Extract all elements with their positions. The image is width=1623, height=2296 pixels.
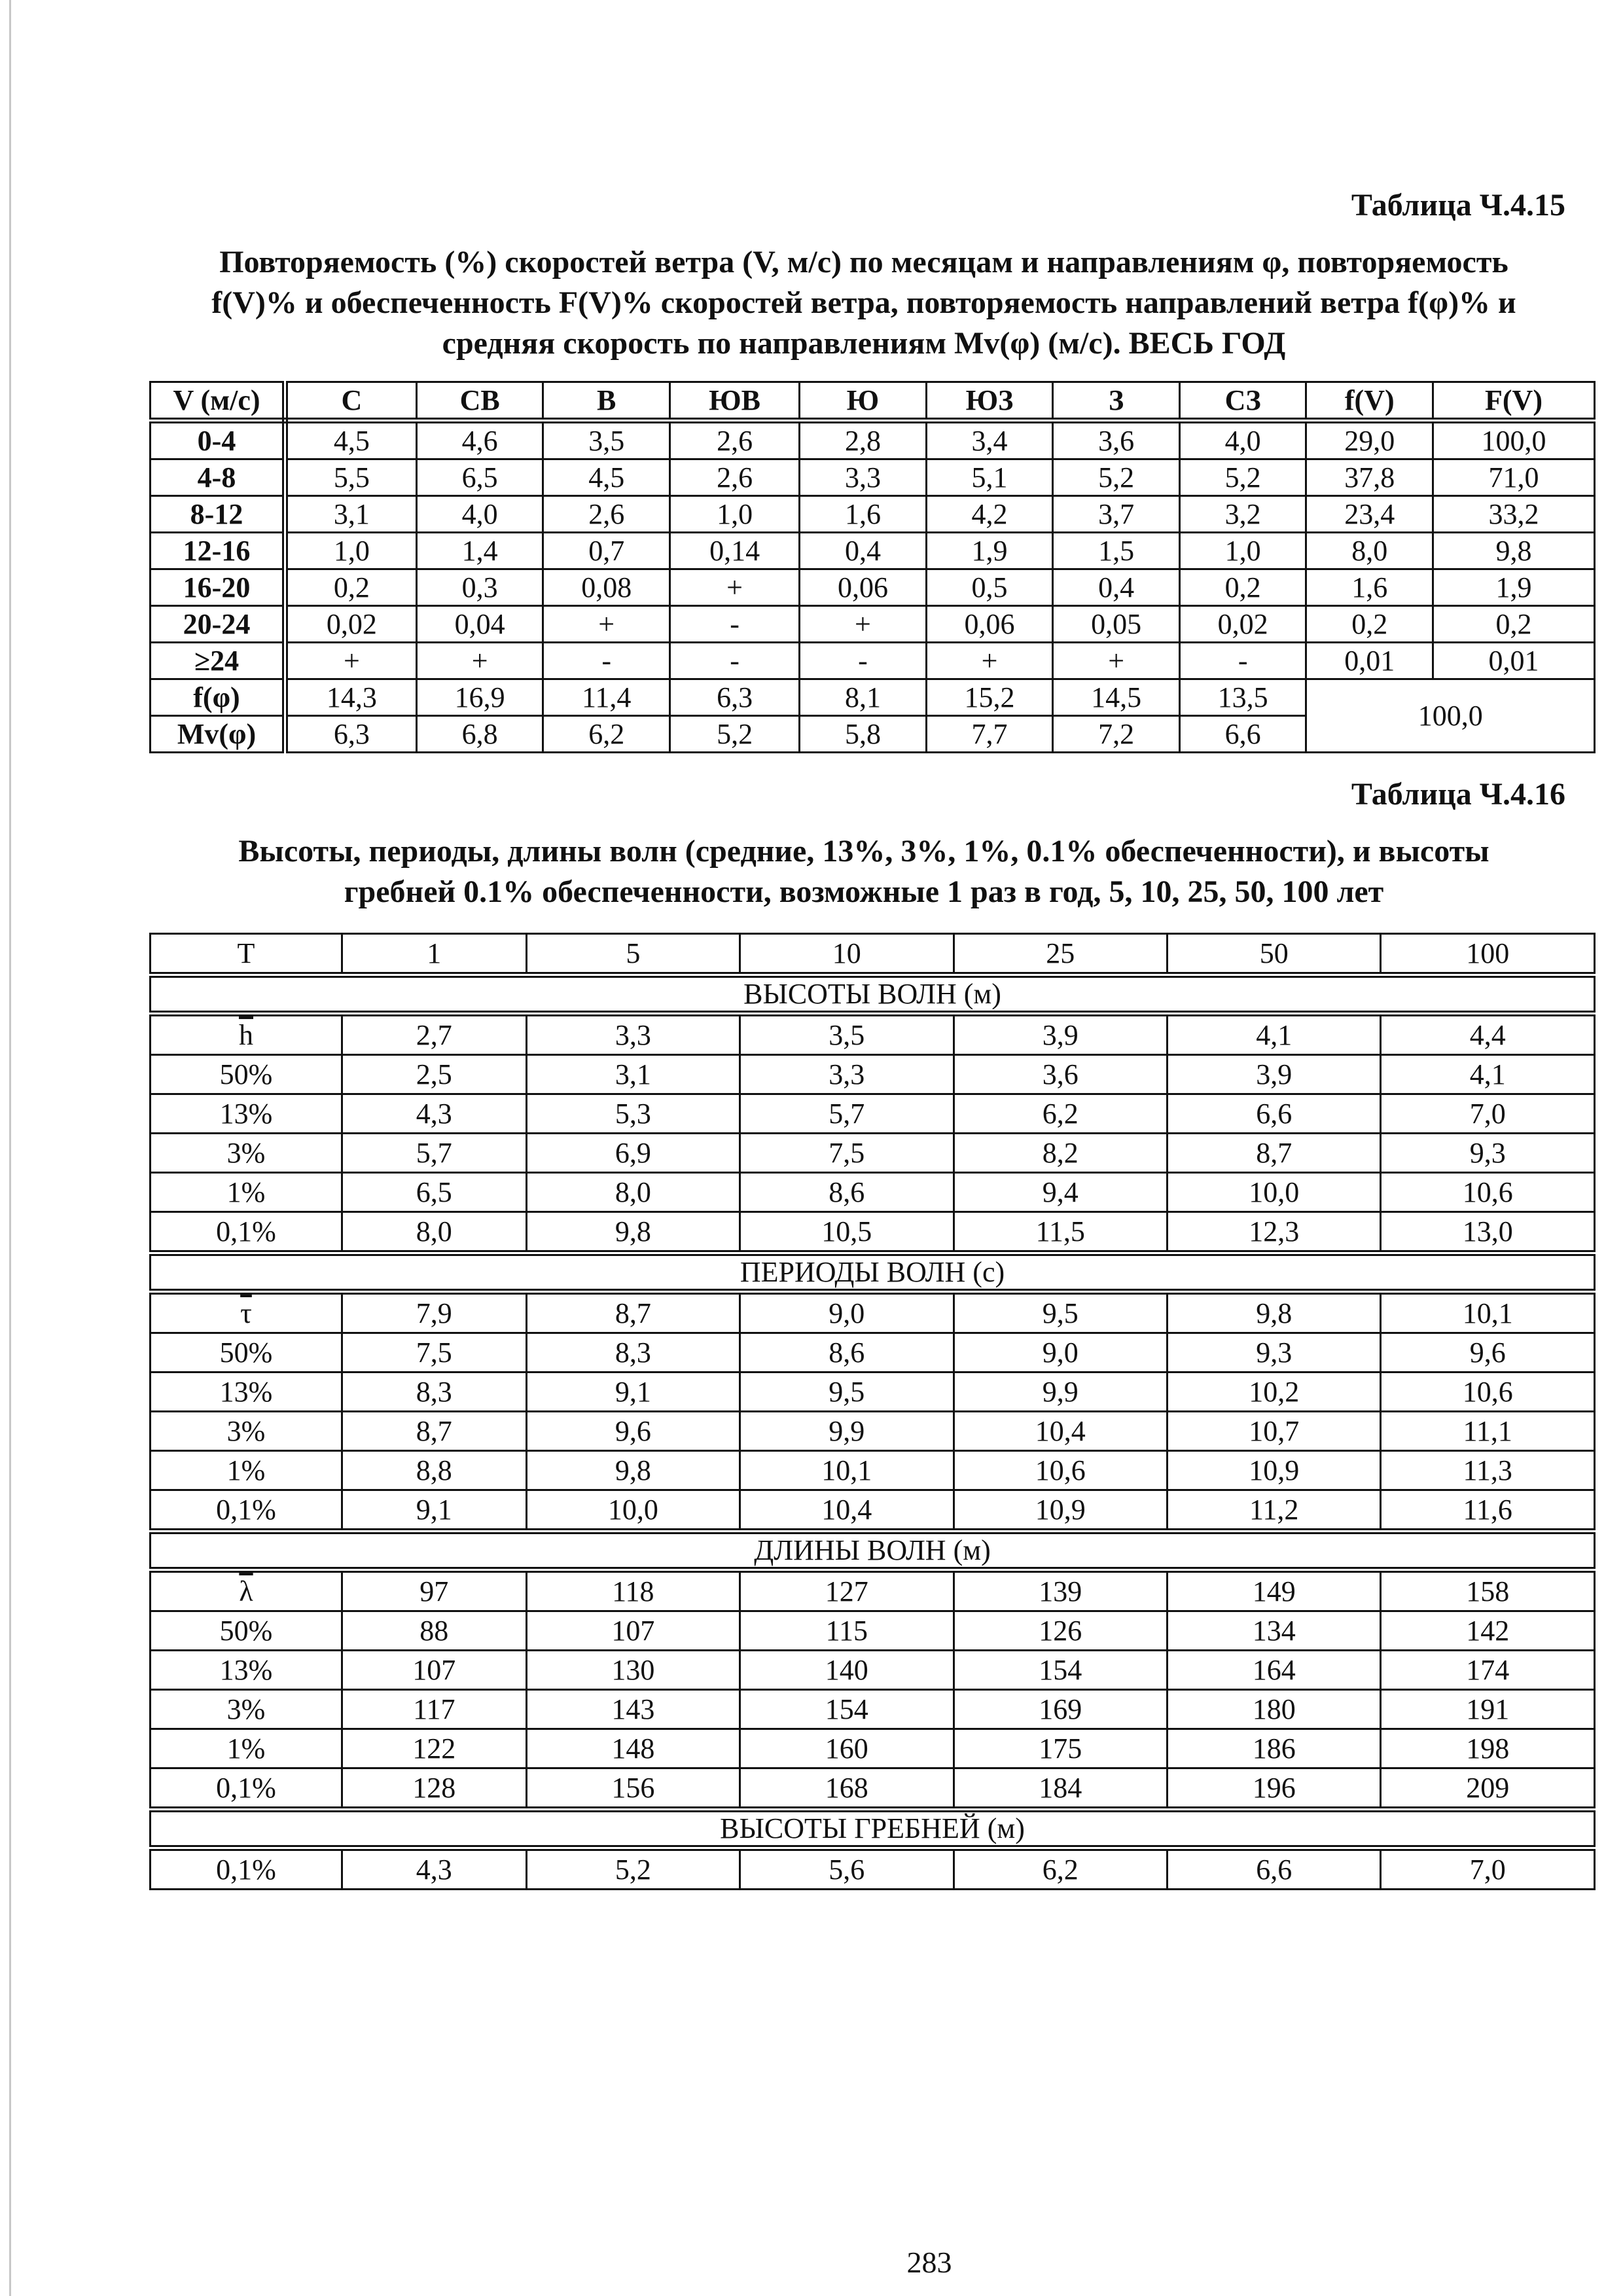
table-cell: 3,2 — [1179, 496, 1306, 533]
table-cell: 0,3 — [416, 569, 543, 606]
table-cell: 7,7 — [926, 716, 1053, 753]
table-cell: 2,6 — [670, 421, 800, 459]
table-cell: - — [670, 606, 800, 643]
row-header: 13% — [151, 1651, 342, 1690]
table-cell: 10,4 — [740, 1490, 954, 1532]
table-cell: 9,4 — [954, 1173, 1167, 1212]
table-cell: 0,5 — [926, 569, 1053, 606]
table-row — [151, 1490, 1595, 1532]
header-row — [151, 382, 1595, 421]
table-cell: + — [800, 606, 927, 643]
table-cell: 9,8 — [1167, 1292, 1380, 1333]
table-cell: 191 — [1381, 1690, 1595, 1729]
table-cell: - — [543, 643, 670, 679]
table-cell: 8,0 — [342, 1212, 527, 1253]
table-cell: 8,7 — [1167, 1134, 1380, 1173]
table-cell: 2,8 — [800, 421, 927, 459]
table-cell: 97 — [342, 1570, 527, 1611]
direction-frequency-row — [151, 679, 1595, 716]
table-cell: 115 — [740, 1611, 954, 1651]
column-header: З — [1053, 382, 1180, 421]
table-cell: 10,9 — [954, 1490, 1167, 1532]
table-cell: 3,5 — [543, 421, 670, 459]
table-cell: 4,3 — [342, 1094, 527, 1134]
row-header: 50% — [151, 1333, 342, 1372]
row-header: f(φ) — [151, 679, 285, 716]
table-cell: 0,01 — [1433, 643, 1595, 679]
table-cell: 88 — [342, 1611, 527, 1651]
table-cell: 9,9 — [740, 1412, 954, 1451]
row-header: $\overline{h}$ — [151, 1014, 342, 1055]
table-cell: 6,6 — [1179, 716, 1306, 753]
table-cell: 10,6 — [1381, 1173, 1595, 1212]
table-cell: 0,02 — [1179, 606, 1306, 643]
row-header: 20-24 — [151, 606, 285, 643]
table-cell: 1,9 — [1433, 569, 1595, 606]
table-cell: 10,4 — [954, 1412, 1167, 1451]
table-cell: 29,0 — [1306, 421, 1433, 459]
table-cell: 107 — [526, 1611, 740, 1651]
table-cell: 184 — [954, 1768, 1167, 1810]
table-cell: 10,1 — [740, 1451, 954, 1490]
table-cell: 4,4 — [1381, 1014, 1595, 1055]
row-header: 0,1% — [151, 1848, 342, 1890]
table-cell: 6,5 — [416, 459, 543, 496]
section-title: ВЫСОТЫ ГРЕБНЕЙ (м) — [151, 1810, 1595, 1848]
table-cell: 5,7 — [740, 1094, 954, 1134]
column-header: В — [543, 382, 670, 421]
header-row — [151, 934, 1595, 975]
table-cell: 71,0 — [1433, 459, 1595, 496]
table-cell: 175 — [954, 1729, 1167, 1768]
table-cell: 11,4 — [543, 679, 670, 716]
table-cell: 180 — [1167, 1690, 1380, 1729]
row-header: 12-16 — [151, 533, 285, 569]
table-cell: 11,3 — [1381, 1451, 1595, 1490]
section-title: ПЕРИОДЫ ВОЛН (с) — [151, 1253, 1595, 1292]
table-cell: 8,0 — [1306, 533, 1433, 569]
column-header: T — [151, 934, 342, 975]
table-cell: 0,05 — [1053, 606, 1180, 643]
table-cell: 37,8 — [1306, 459, 1433, 496]
table-row — [151, 1768, 1595, 1810]
table-cell: 10,7 — [1167, 1412, 1380, 1451]
section-row — [151, 1810, 1595, 1848]
wave-parameters-table — [149, 933, 1596, 1890]
table-cell: 9,0 — [954, 1333, 1167, 1372]
row-header: 13% — [151, 1372, 342, 1412]
table-cell: 1,0 — [670, 496, 800, 533]
table-cell: 8,6 — [740, 1173, 954, 1212]
row-header: 1% — [151, 1173, 342, 1212]
column-header: С — [285, 382, 417, 421]
table-cell: 3,3 — [526, 1014, 740, 1055]
table-cell: 0,06 — [926, 606, 1053, 643]
table-cell: 11,2 — [1167, 1490, 1380, 1532]
scan-margin-line — [9, 0, 11, 2296]
table-cell: + — [670, 569, 800, 606]
column-header: ЮЗ — [926, 382, 1053, 421]
column-header: F(V) — [1433, 382, 1595, 421]
row-header: $\overline{\tau}$ — [151, 1292, 342, 1333]
table-row — [151, 1055, 1595, 1094]
column-header: 5 — [526, 934, 740, 975]
table-cell: 122 — [342, 1729, 527, 1768]
table-cell: 3,9 — [954, 1014, 1167, 1055]
table-row — [151, 1134, 1595, 1173]
table-cell: 174 — [1381, 1651, 1595, 1690]
table-row — [151, 1611, 1595, 1651]
table-cell: - — [1179, 643, 1306, 679]
table-cell: 5,5 — [285, 459, 417, 496]
row-header: 16-20 — [151, 569, 285, 606]
table-cell: 3,6 — [1053, 421, 1180, 459]
table-cell: 4,6 — [416, 421, 543, 459]
table-row — [151, 1651, 1595, 1690]
table-cell: 10,0 — [526, 1490, 740, 1532]
caption-line: Высоты, периоды, длины волн (средние, 13%, 3%, 1%, 0.1% обеспеченности), и высоты — [238, 834, 1489, 869]
table-cell: 11,1 — [1381, 1412, 1595, 1451]
table-cell: 10,6 — [954, 1451, 1167, 1490]
column-header: СЗ — [1179, 382, 1306, 421]
table-cell: 1,6 — [1306, 569, 1433, 606]
table-cell: 8,2 — [954, 1134, 1167, 1173]
table-cell: 5,2 — [526, 1848, 740, 1890]
table-cell: 9,6 — [526, 1412, 740, 1451]
table-cell: 209 — [1381, 1768, 1595, 1810]
table-cell: 9,0 — [740, 1292, 954, 1333]
column-header: f(V) — [1306, 382, 1433, 421]
table-cell: - — [670, 643, 800, 679]
table-cell: 149 — [1167, 1570, 1380, 1611]
table-cell: 13,0 — [1381, 1212, 1595, 1253]
table-cell: 2,6 — [543, 496, 670, 533]
table-cell: 10,5 — [740, 1212, 954, 1253]
table-cell: 168 — [740, 1768, 954, 1810]
table-row — [151, 643, 1595, 679]
row-header: 3% — [151, 1412, 342, 1451]
table-cell: 10,0 — [1167, 1173, 1380, 1212]
table-16-caption — [157, 831, 1571, 912]
table-cell: 4,1 — [1167, 1014, 1380, 1055]
column-header: 10 — [740, 934, 954, 975]
row-header: 0,1% — [151, 1490, 342, 1532]
table-cell: 5,3 — [526, 1094, 740, 1134]
table-cell: 23,4 — [1306, 496, 1433, 533]
table-cell: 148 — [526, 1729, 740, 1768]
table-cell: + — [285, 643, 417, 679]
table-cell: 0,06 — [800, 569, 927, 606]
caption-line: f(V)% и обеспеченность F(V)% скоростей ветра, повторяемость направлений ветра f(φ)% и — [211, 285, 1516, 320]
table-cell: 1,6 — [800, 496, 927, 533]
page-number: 283 — [906, 2246, 952, 2279]
column-header: 100 — [1381, 934, 1595, 975]
table-cell: 3,1 — [285, 496, 417, 533]
wind-speed-table — [149, 381, 1596, 753]
column-header: 50 — [1167, 934, 1380, 975]
table-cell: 7,2 — [1053, 716, 1180, 753]
table-cell: 7,5 — [342, 1333, 527, 1372]
row-header: 1% — [151, 1729, 342, 1768]
table-cell: + — [1053, 643, 1180, 679]
table-cell: 4,0 — [1179, 421, 1306, 459]
table-cell: 0,4 — [1053, 569, 1180, 606]
table-cell: 7,0 — [1381, 1094, 1595, 1134]
table-cell: 0,08 — [543, 569, 670, 606]
row-header: 3% — [151, 1690, 342, 1729]
table-cell: 5,1 — [926, 459, 1053, 496]
column-header: V (м/с) — [151, 382, 285, 421]
table-cell: 154 — [954, 1651, 1167, 1690]
caption-line: средняя скорость по направлениям Mv(φ) (м/с). ВЕСЬ ГОД — [442, 326, 1286, 361]
row-header: ≥24 — [151, 643, 285, 679]
table-row — [151, 533, 1595, 569]
table-cell: 8,1 — [800, 679, 927, 716]
table-cell: 5,2 — [1179, 459, 1306, 496]
table-cell: 4,0 — [416, 496, 543, 533]
table-cell: 4,5 — [543, 459, 670, 496]
table-row — [151, 1372, 1595, 1412]
table-cell: 0,2 — [1433, 606, 1595, 643]
table-row — [151, 496, 1595, 533]
table-cell: 0,01 — [1306, 643, 1433, 679]
table-cell: 186 — [1167, 1729, 1380, 1768]
table-cell: 143 — [526, 1690, 740, 1729]
table-cell: 3,4 — [926, 421, 1053, 459]
table-cell: 8,0 — [526, 1173, 740, 1212]
table-row — [151, 569, 1595, 606]
table-row — [151, 606, 1595, 643]
table-cell: 3,5 — [740, 1014, 954, 1055]
table-cell: 3,6 — [954, 1055, 1167, 1094]
wind-speed-table-body — [151, 382, 1595, 753]
table-cell: 3,9 — [1167, 1055, 1380, 1094]
table-cell: 1,4 — [416, 533, 543, 569]
table-row — [151, 1451, 1595, 1490]
table-cell: 9,9 — [954, 1372, 1167, 1412]
table-cell: 8,7 — [342, 1412, 527, 1451]
table-cell: 9,1 — [342, 1490, 527, 1532]
wave-parameters-table-body — [151, 934, 1595, 1890]
table-cell: 6,6 — [1167, 1094, 1380, 1134]
table-cell: 8,6 — [740, 1333, 954, 1372]
table-cell: 9,8 — [526, 1212, 740, 1253]
table-cell: 9,5 — [954, 1292, 1167, 1333]
table-cell: 10,1 — [1381, 1292, 1595, 1333]
section-row — [151, 975, 1595, 1014]
table-row — [151, 1690, 1595, 1729]
column-header: 25 — [954, 934, 1167, 975]
row-header: 3% — [151, 1134, 342, 1173]
table-cell: 9,1 — [526, 1372, 740, 1412]
table-cell: 160 — [740, 1729, 954, 1768]
row-header: 4-8 — [151, 459, 285, 496]
table-cell: 9,5 — [740, 1372, 954, 1412]
table-cell: 5,6 — [740, 1848, 954, 1890]
table-row — [151, 1333, 1595, 1372]
table-row — [151, 1412, 1595, 1451]
table-cell: 2,6 — [670, 459, 800, 496]
table-row — [151, 1014, 1595, 1055]
table-cell: 33,2 — [1433, 496, 1595, 533]
row-header: $\overline{\lambda}$ — [151, 1570, 342, 1611]
table-cell: 158 — [1381, 1570, 1595, 1611]
table-cell: 1,5 — [1053, 533, 1180, 569]
table-row — [151, 459, 1595, 496]
table-cell: 4,1 — [1381, 1055, 1595, 1094]
table-cell: 2,5 — [342, 1055, 527, 1094]
table-cell: 128 — [342, 1768, 527, 1810]
table-15-number: Таблица Ч.4.15 — [1351, 188, 1565, 223]
table-cell: 127 — [740, 1570, 954, 1611]
table-cell: 1,0 — [1179, 533, 1306, 569]
table-cell: 9,6 — [1381, 1333, 1595, 1372]
table-cell: 7,0 — [1381, 1848, 1595, 1890]
table-cell: 0,04 — [416, 606, 543, 643]
table-cell: 9,3 — [1167, 1333, 1380, 1372]
row-header: 8-12 — [151, 496, 285, 533]
table-cell: 3,7 — [1053, 496, 1180, 533]
table-cell: 6,3 — [670, 679, 800, 716]
table-cell: 142 — [1381, 1611, 1595, 1651]
table-cell: 9,8 — [526, 1451, 740, 1490]
table-cell: 12,3 — [1167, 1212, 1380, 1253]
row-header: 0,1% — [151, 1768, 342, 1810]
table-row — [151, 1848, 1595, 1890]
row-header: Mv(φ) — [151, 716, 285, 753]
table-cell: 0,2 — [285, 569, 417, 606]
table-cell: 9,8 — [1433, 533, 1595, 569]
table-cell: 6,3 — [285, 716, 417, 753]
table-cell: 8,3 — [342, 1372, 527, 1412]
table-cell: 7,5 — [740, 1134, 954, 1173]
table-cell: 8,7 — [526, 1292, 740, 1333]
table-cell: 1,0 — [285, 533, 417, 569]
caption-line: Повторяемость (%) скоростей ветра (V, м/с) по месяцам и направлениям φ, повторяемость — [219, 245, 1508, 279]
table-cell: 3,3 — [800, 459, 927, 496]
table-cell: 13,5 — [1179, 679, 1306, 716]
table-cell: 0,4 — [800, 533, 927, 569]
table-cell: + — [926, 643, 1053, 679]
table-row — [151, 1173, 1595, 1212]
table-cell: 134 — [1167, 1611, 1380, 1651]
table-row — [151, 1212, 1595, 1253]
row-header: 50% — [151, 1611, 342, 1651]
table-cell: 16,9 — [416, 679, 543, 716]
table-cell: 15,2 — [926, 679, 1053, 716]
table-cell: 164 — [1167, 1651, 1380, 1690]
table-cell: 117 — [342, 1690, 527, 1729]
table-cell: 0,7 — [543, 533, 670, 569]
table-cell: 5,2 — [670, 716, 800, 753]
table-cell: 14,5 — [1053, 679, 1180, 716]
table-row — [151, 1729, 1595, 1768]
table-cell: 130 — [526, 1651, 740, 1690]
table-cell: 11,6 — [1381, 1490, 1595, 1532]
table-cell: 6,2 — [954, 1094, 1167, 1134]
section-title: ВЫСОТЫ ВОЛН (м) — [151, 975, 1595, 1014]
table-row — [151, 421, 1595, 459]
table-cell: 11,5 — [954, 1212, 1167, 1253]
column-header: Ю — [800, 382, 927, 421]
row-header: 13% — [151, 1094, 342, 1134]
column-header: ЮВ — [670, 382, 800, 421]
table-cell: 154 — [740, 1690, 954, 1729]
table-cell: 0,02 — [285, 606, 417, 643]
table-cell: 4,3 — [342, 1848, 527, 1890]
table-cell: 196 — [1167, 1768, 1380, 1810]
table-cell: 5,7 — [342, 1134, 527, 1173]
table-cell: 1,9 — [926, 533, 1053, 569]
table-cell: 14,3 — [285, 679, 417, 716]
table-cell: 6,5 — [342, 1173, 527, 1212]
table-cell: 5,8 — [800, 716, 927, 753]
column-header: СВ — [416, 382, 543, 421]
table-cell: 0,2 — [1306, 606, 1433, 643]
table-cell: 100,0 — [1433, 421, 1595, 459]
row-header: 0,1% — [151, 1212, 342, 1253]
table-15-caption — [157, 242, 1571, 364]
section-row — [151, 1532, 1595, 1570]
table-cell: 4,2 — [926, 496, 1053, 533]
table-cell: 140 — [740, 1651, 954, 1690]
row-header: 50% — [151, 1055, 342, 1094]
section-title: ДЛИНЫ ВОЛН (м) — [151, 1532, 1595, 1570]
row-header: 0-4 — [151, 421, 285, 459]
table-cell: + — [416, 643, 543, 679]
table-cell: 4,5 — [285, 421, 417, 459]
table-cell: 8,3 — [526, 1333, 740, 1372]
table-cell: 3,1 — [526, 1055, 740, 1094]
caption-line: гребней 0.1% обеспеченности, возможные 1 раз в год, 5, 10, 25, 50, 100 лет — [344, 874, 1384, 909]
table-cell: 5,2 — [1053, 459, 1180, 496]
table-cell: 10,6 — [1381, 1372, 1595, 1412]
section-row — [151, 1253, 1595, 1292]
table-row — [151, 1570, 1595, 1611]
table-cell: 107 — [342, 1651, 527, 1690]
column-header: 1 — [342, 934, 527, 975]
table-16-number: Таблица Ч.4.16 — [1351, 777, 1565, 812]
table-cell: 198 — [1381, 1729, 1595, 1768]
table-cell: 0,14 — [670, 533, 800, 569]
table-cell: 9,3 — [1381, 1134, 1595, 1173]
row-header: 1% — [151, 1451, 342, 1490]
table-cell: 10,2 — [1167, 1372, 1380, 1412]
table-cell: 6,9 — [526, 1134, 740, 1173]
table-cell: 0,2 — [1179, 569, 1306, 606]
table-cell: 7,9 — [342, 1292, 527, 1333]
table-cell: - — [800, 643, 927, 679]
table-cell: 8,8 — [342, 1451, 527, 1490]
table-cell: 6,6 — [1167, 1848, 1380, 1890]
table-cell: 10,9 — [1167, 1451, 1380, 1490]
table-cell: 6,8 — [416, 716, 543, 753]
table-cell: + — [543, 606, 670, 643]
table-cell: 2,7 — [342, 1014, 527, 1055]
table-cell: 6,2 — [543, 716, 670, 753]
table-cell: 6,2 — [954, 1848, 1167, 1890]
table-cell: 126 — [954, 1611, 1167, 1651]
table-row — [151, 1094, 1595, 1134]
table-row — [151, 1292, 1595, 1333]
table-cell: 118 — [526, 1570, 740, 1611]
total-cell: 100,0 — [1306, 679, 1595, 753]
table-cell: 156 — [526, 1768, 740, 1810]
table-cell: 139 — [954, 1570, 1167, 1611]
table-cell: 169 — [954, 1690, 1167, 1729]
table-cell: 3,3 — [740, 1055, 954, 1094]
